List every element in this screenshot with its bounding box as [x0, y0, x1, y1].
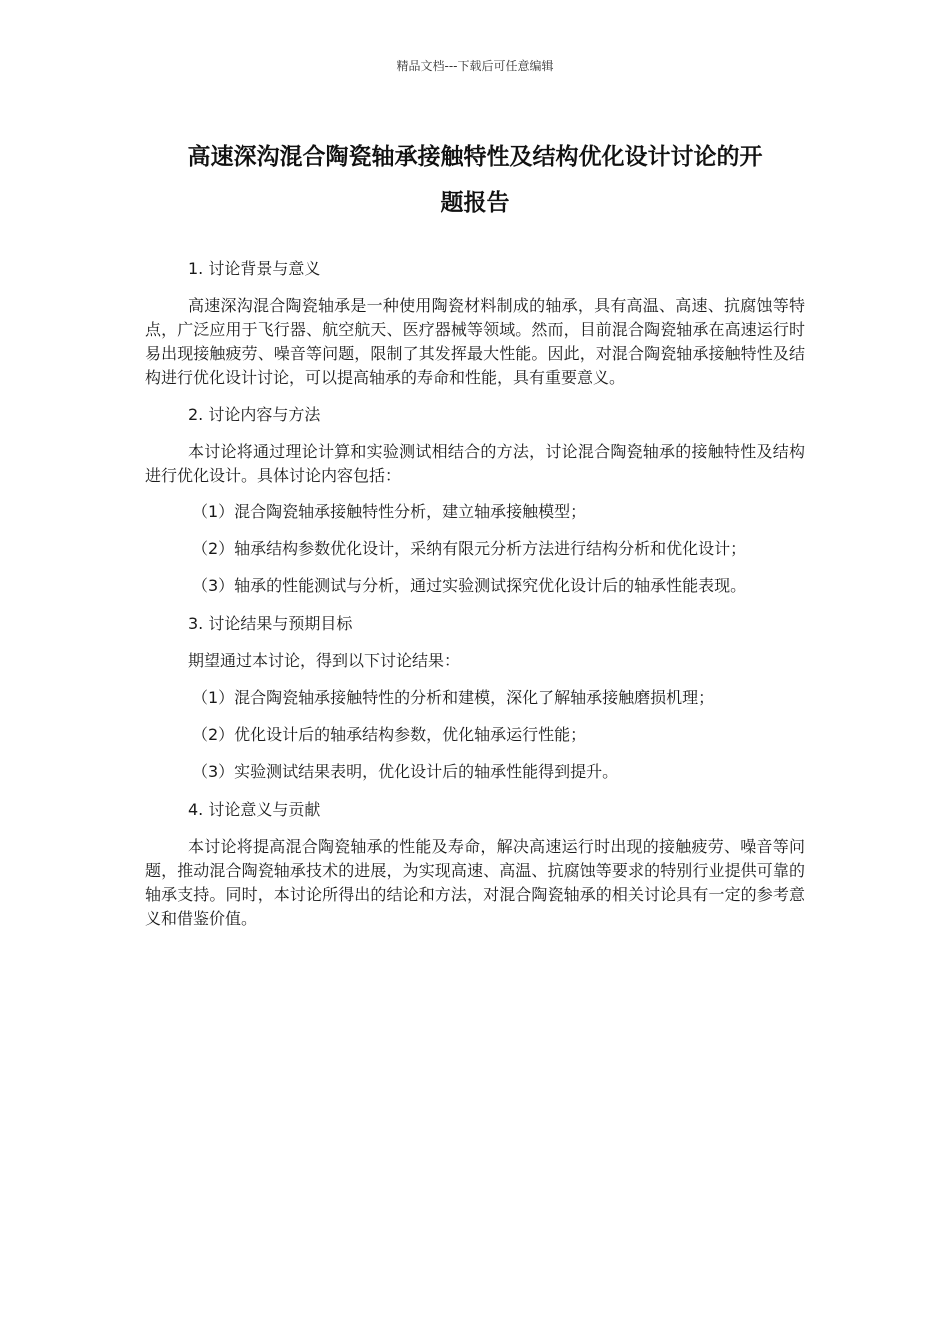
section-1-paragraph: 高速深沟混合陶瓷轴承是一种使用陶瓷材料制成的轴承，具有高温、高速、抗腐蚀等特点，广泛应用于飞行器、航空航天、医疗器械等领域。然而，目前混合陶瓷轴承在高速运行时易出现接触疲劳、噪音等问题，限制了其发挥最大性能。因此，对混合陶瓷轴承接触特性及结构进行优化设计讨论，可以提高轴承的寿命和性能，具有重要意义。: [145, 296, 805, 387]
section-4-heading: 4. 讨论意义与贡献: [188, 800, 321, 819]
section-3-lead: 期望通过本讨论，得到以下讨论结果：: [188, 651, 461, 670]
section-3-item-1: （1）混合陶瓷轴承接触特性的分析和建模，深化了解轴承接触磨损机理；: [192, 688, 715, 707]
section-2-item-1: （1）混合陶瓷轴承接触特性分析，建立轴承接触模型；: [192, 502, 587, 521]
section-2-item-3: （3）轴承的性能测试与分析，通过实验测试探究优化设计后的轴承性能表现。: [192, 576, 747, 595]
title-line-1: 高速深沟混合陶瓷轴承接触特性及结构优化设计讨论的开: [187, 144, 763, 170]
document-body: [145, 256, 805, 943]
section-1-heading: 1. 讨论背景与意义: [188, 259, 321, 278]
section-2-heading: 2. 讨论内容与方法: [188, 405, 321, 424]
document-title: [140, 134, 810, 226]
section-2-paragraph: 本讨论将通过理论计算和实验测试相结合的方法，讨论混合陶瓷轴承的接触特性及结构进行优化设计。具体讨论内容包括：: [145, 442, 805, 485]
section-2-item-2: （2）轴承结构参数优化设计，采纳有限元分析方法进行结构分析和优化设计；: [192, 539, 747, 558]
section-3-item-3: （3）实验测试结果表明，优化设计后的轴承性能得到提升。: [192, 762, 619, 781]
section-3-heading: 3. 讨论结果与预期目标: [188, 614, 353, 633]
section-3-item-2: （2）优化设计后的轴承结构参数，优化轴承运行性能；: [192, 725, 587, 744]
title-line-2: 题报告: [440, 190, 510, 216]
section-4-paragraph: 本讨论将提高混合陶瓷轴承的性能及寿命，解决高速运行时出现的接触疲劳、噪音等问题，推动混合陶瓷轴承技术的进展，为实现高速、高温、抗腐蚀等要求的特别行业提供可靠的轴承支持。同时，本讨论所得出的结论和方法，对混合陶瓷轴承的相关讨论具有一定的参考意义和借鉴价值。: [145, 837, 805, 928]
header-note: 精品文档---下载后可任意编辑: [396, 59, 554, 73]
